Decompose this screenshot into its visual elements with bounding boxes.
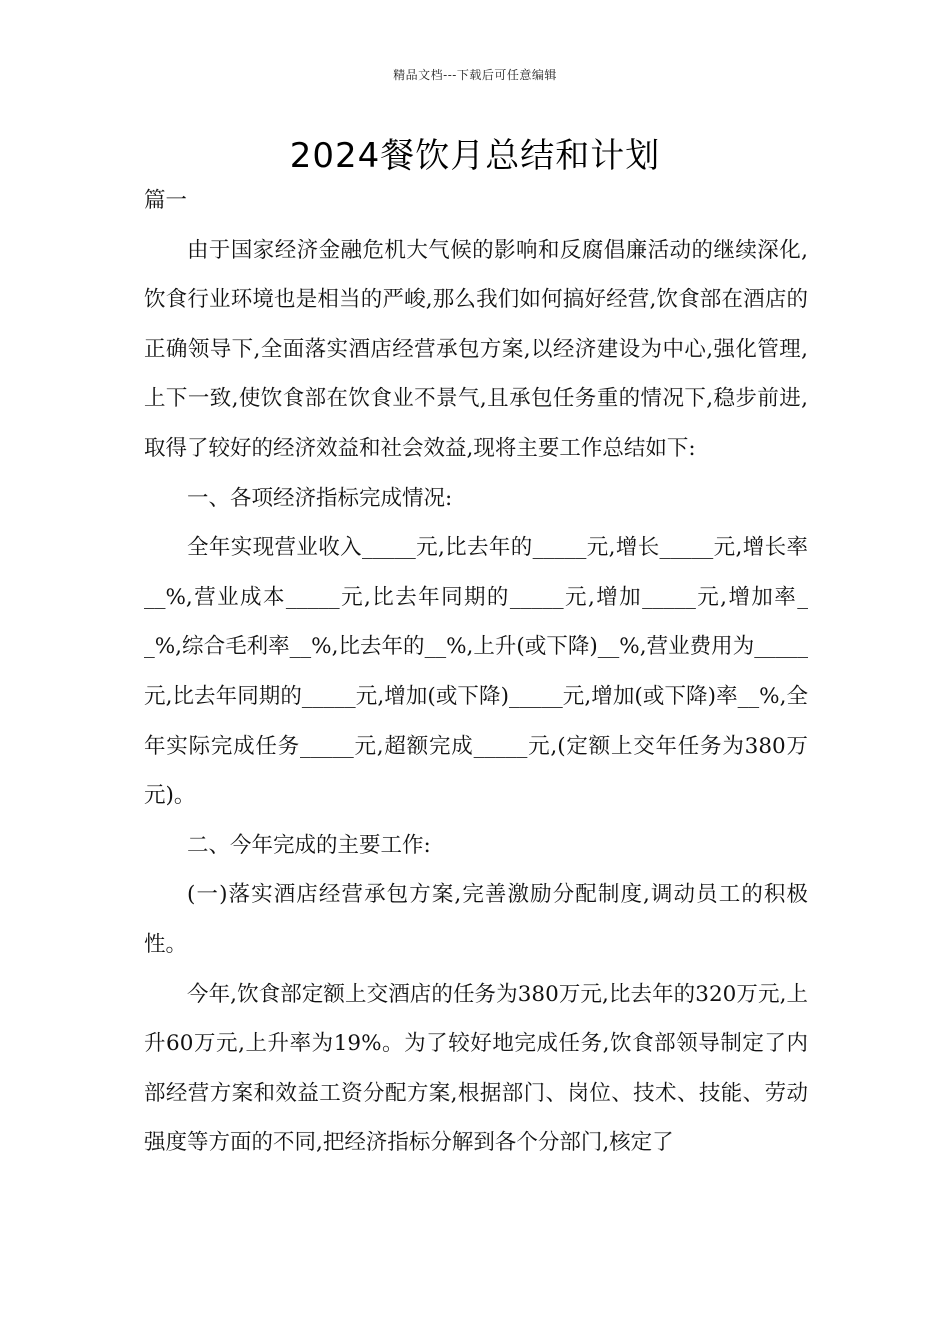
document-title: 2024餐饮月总结和计划 <box>289 136 661 176</box>
heading-economic-indicators: 一、各项经济指标完成情况: <box>187 485 453 511</box>
page-header: 精品文档---下载后可任意编辑 <box>393 68 557 82</box>
paragraph-intro: 由于国家经济金融危机大气候的影响和反腐倡廉活动的继续深化,饮食行业环境也是相当的严峻,那么我们如何搞好经营,饮食部在酒店的正确领导下,全面落实酒店经营承包方案,以经济建设为中心,强化管理,上下一致,使饮食部在饮食业不景气,且承包任务重的情况下,稳步前进,取得了较好的经济效益和社会效益,现将主要工作总结如下: <box>144 237 808 461</box>
paragraph-contract-plan: 今年,饮食部定额上交酒店的任务为380万元,比去年的320万元,上升60万元,上升率为19%。为了较好地完成任务,饮食部领导制定了内部经营方案和效益工资分配方案,根据部门、岗位、技术、技能、劳动强度等方面的不同,把经济指标分解到各个分部门,核定了 <box>144 981 808 1156</box>
heading-main-work: 二、今年完成的主要工作: <box>187 832 431 858</box>
subheading-contract-plan: (一)落实酒店经营承包方案,完善激励分配制度,调动员工的积极性。 <box>144 882 808 957</box>
section-label: 篇一 <box>144 188 188 213</box>
document-body <box>144 176 808 1168</box>
paragraph-indicators: 全年实现营业收入_____元,比去年的_____元,增长_____元,增长率__%,营业成本_____元,比去年同期的_____元,增加_____元,增加率__%,综合毛利率__%,比去年的__%,上升(或下降)__%,营业费用为_____元,比去年同期的_____元,增加(或下降)_____元,增加(或下降)率__%,全年实际完成任务_____元,超额完成_____元,(定额上交年任务为380万元)。 <box>144 535 808 809</box>
